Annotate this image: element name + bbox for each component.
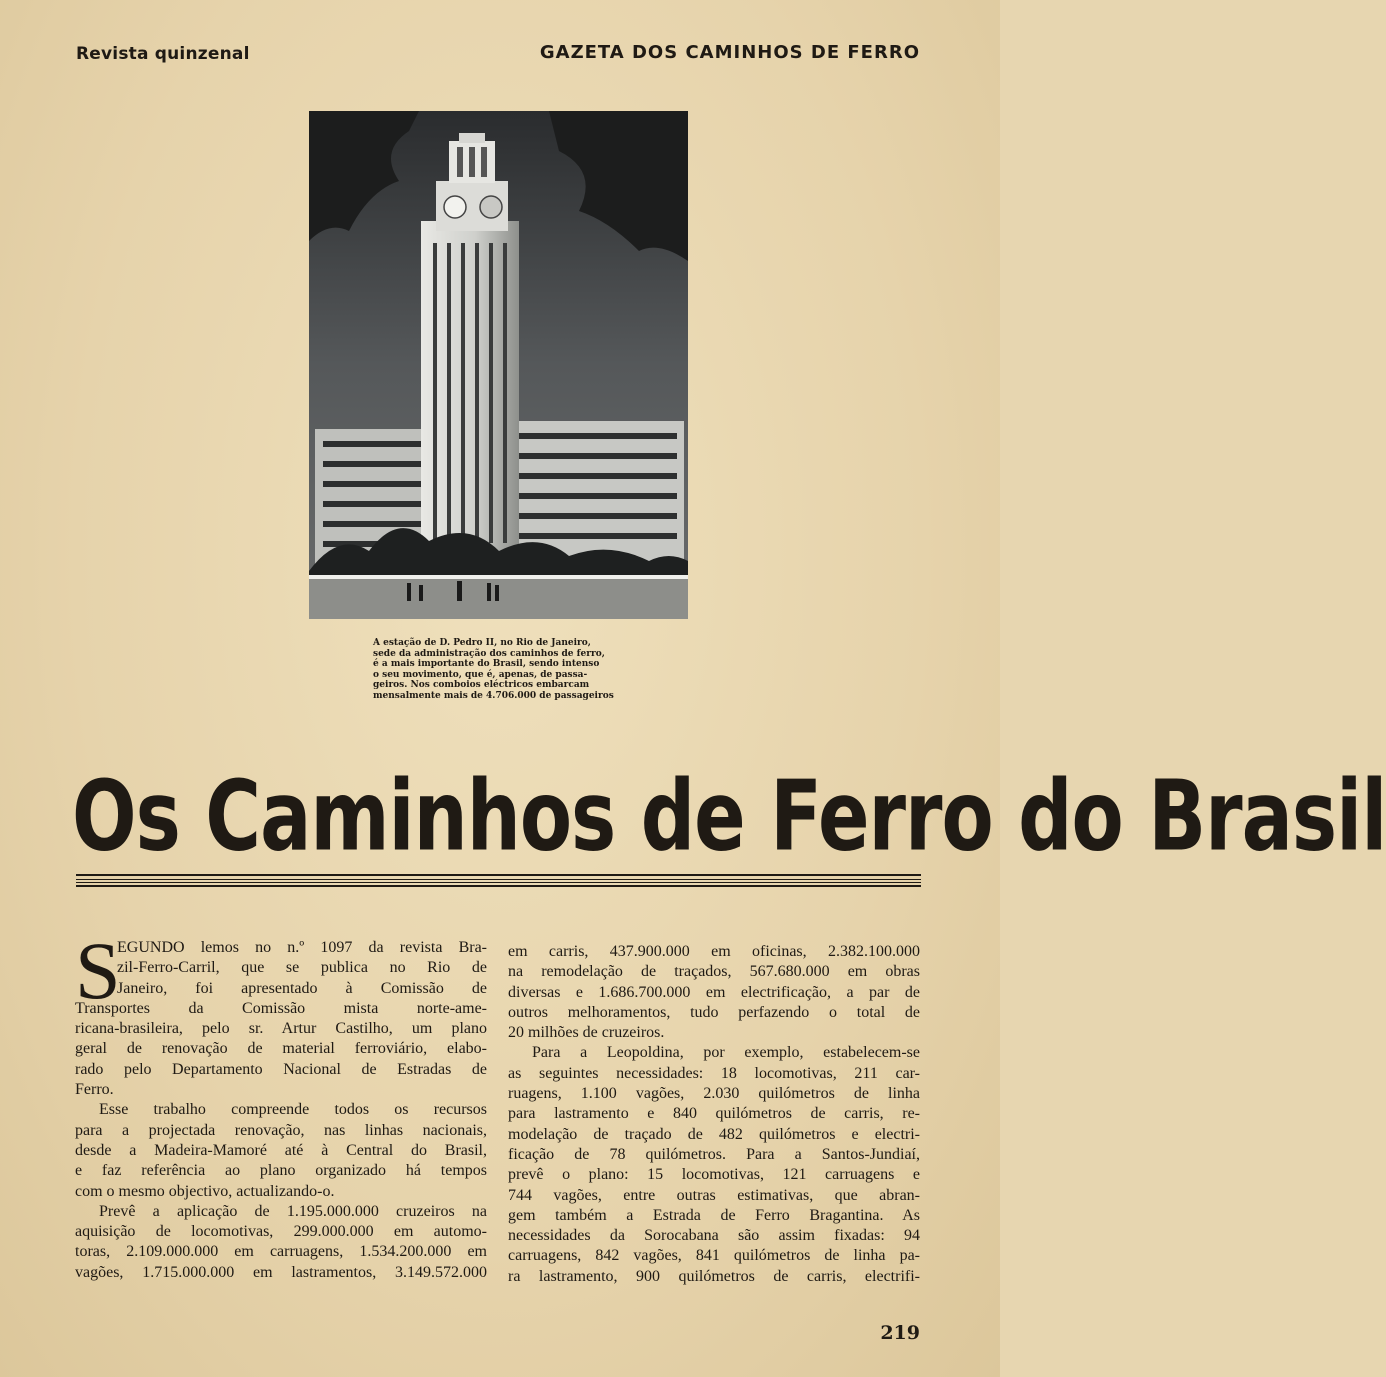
photo-illustration [309, 111, 688, 619]
caption-line: A estação de D. Pedro II, no Rio de Janeiro, [373, 638, 591, 648]
text-line: ruagens, 1.100 vagões, 2.030 quilómetros de linha [508, 1085, 920, 1103]
text-line: para lastramento e 840 quilómetros de carris, re- [508, 1105, 920, 1123]
text-line: Ferro. [75, 1081, 114, 1099]
text-line: rado pelo Departamento Nacional de Estradas de [75, 1060, 487, 1078]
running-head-right: GAZETA DOS CAMINHOS DE FERRO [539, 42, 920, 63]
text-line: Janeiro, foi apresentado à Comissão de [117, 979, 487, 997]
text-line: Prevê a aplicação de 1.195.000.000 cruzeiros na [99, 1202, 487, 1220]
text-line: ficação de 78 quilómetros. Para a Santos-Jundiaí, [508, 1145, 920, 1163]
text-line: desde a Madeira-Mamoré até à Central do Brasil, [75, 1141, 487, 1159]
dropcap-letter: S [75, 925, 121, 1016]
text-line: gem também a Estrada de Ferro Bragantina. As [508, 1206, 920, 1224]
text-line: necessidades da Sorocabana são assim fixadas: 94 [508, 1227, 920, 1245]
caption-line: é a mais importante do Brasil, sendo intenso [373, 659, 600, 669]
page-number: 219 [880, 1322, 920, 1344]
article-headline: Os Caminhos de Ferro do Brasil [72, 758, 1386, 873]
caption-line: mensalmente mais de 4.706.000 de passageiros [373, 690, 614, 701]
text-line: zil-Ferro-Carril, que se publica no Rio de [117, 959, 487, 977]
text-line: carruagens, 842 vagões, 841 quilómetros de linha pa- [508, 1247, 920, 1265]
text-line: diversas e 1.686.700.000 em electrificação, a par de [508, 983, 920, 1001]
caption-line: geiros. Nos comboios eléctricos embarcam [373, 680, 590, 690]
text-line: 744 vagões, entre outras estimativas, que abran- [508, 1186, 920, 1204]
text-line: outros melhoramentos, tudo perfazendo o total de [508, 1003, 920, 1021]
text-line: modelação de traçado de 482 quilómetros e electri- [508, 1125, 920, 1143]
text-line: e faz referência ao plano organizado há tempos [75, 1162, 487, 1180]
text-line: na remodelação de traçados, 567.680.000 em obras [508, 963, 920, 981]
headline-rule [76, 885, 921, 887]
text-line: 20 milhões de cruzeiros. [508, 1024, 665, 1042]
text-line: ra lastramento, 900 quilómetros de carris, electrifi- [508, 1267, 920, 1285]
text-line: ricana-brasileira, pelo sr. Artur Castilho, um plano [75, 1020, 487, 1038]
caption-line: o seu movimento, que é, apenas, de passa- [373, 669, 588, 680]
text-line: em carris, 437.900.000 em oficinas, 2.382.100.000 [508, 943, 920, 960]
text-line: prevê o plano: 15 locomotivas, 121 carruagens e [508, 1166, 920, 1184]
article-column-right [508, 942, 920, 1287]
photo-caption [373, 638, 625, 701]
text-line: vagões, 1.715.000.000 em lastramentos, 3.149.572.000 [75, 1263, 487, 1281]
article-column-left [75, 925, 487, 1283]
text-line: EGUNDO lemos no n.º 1097 da revista Bra- [117, 939, 487, 956]
station-tower-photo [309, 111, 688, 619]
text-line: para a projectada renovação, nas linhas nacionais, [75, 1121, 487, 1139]
headline-rule [76, 882, 921, 883]
caption-line: sede da administração dos caminhos de ferro, [373, 648, 605, 659]
text-line: Transportes da Comissão mista norte-ame- [75, 999, 487, 1017]
text-line: Para a Leopoldina, por exemplo, estabelecem-se [532, 1044, 920, 1062]
running-head-left: Revista quinzenal [76, 44, 250, 64]
headline-rule [76, 874, 921, 876]
text-line: com o mesmo objectivo, actualizando-o. [75, 1182, 335, 1200]
text-line: aquisição de locomotivas, 299.000.000 em automo- [75, 1223, 487, 1241]
text-line: toras, 2.109.000.000 em carruagens, 1.534.200.000 em [75, 1243, 487, 1261]
headline-rule [76, 879, 921, 880]
text-line: as seguintes necessidades: 18 locomotivas, 211 car- [508, 1064, 920, 1082]
text-line: Esse trabalho compreende todos os recursos [99, 1101, 487, 1119]
text-line: geral de renovação de material ferroviário, elabo- [75, 1040, 487, 1058]
